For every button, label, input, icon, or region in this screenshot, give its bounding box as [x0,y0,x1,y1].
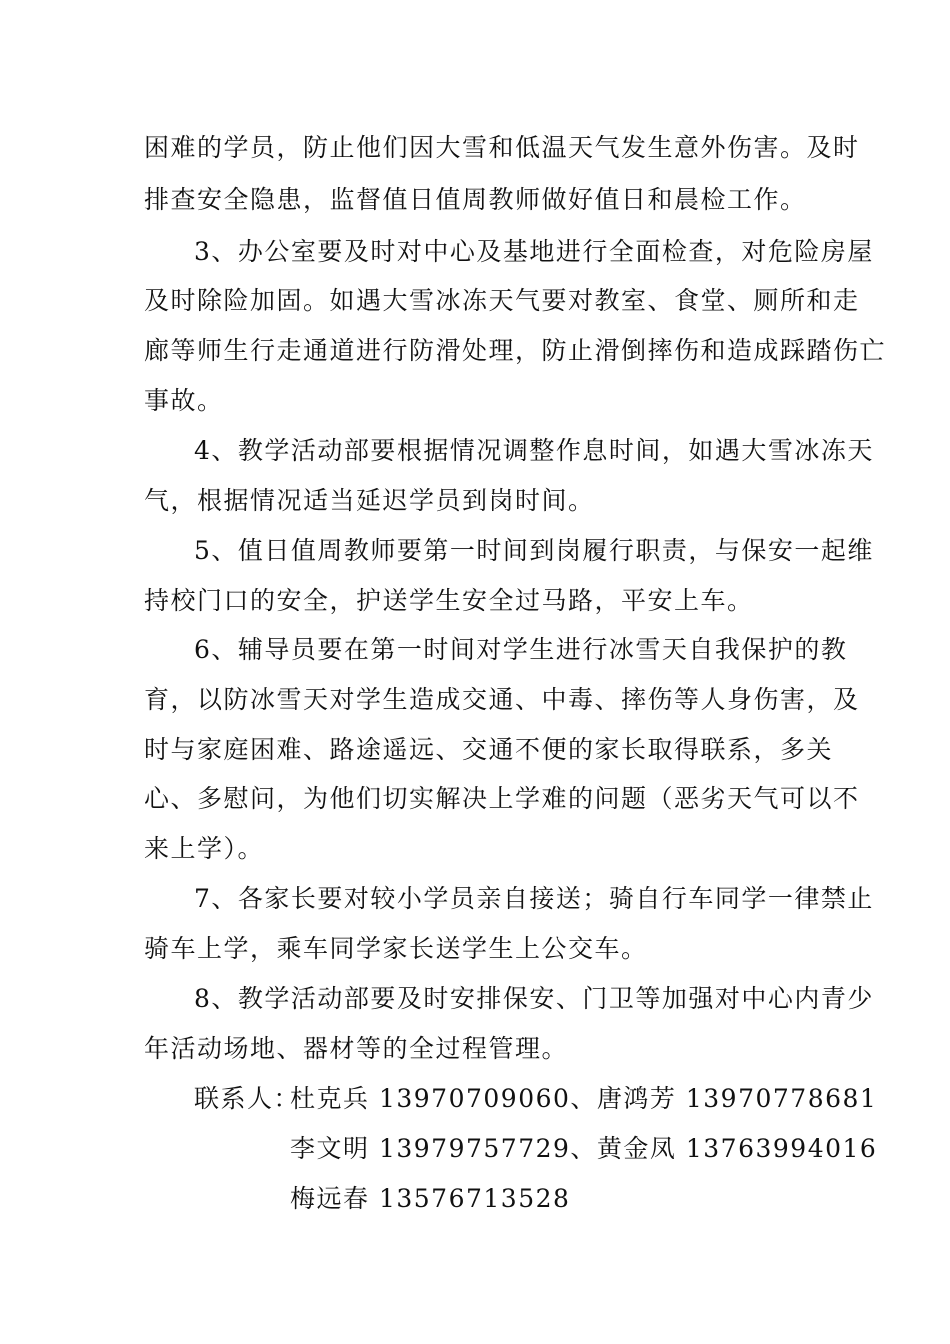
paragraph-line: 时与家庭困难、路途遥远、交通不便的家长取得联系，多关 [144,735,834,764]
paragraph-line: 4、教学活动部要根据情况调整作息时间，如遇大雪冰冻天 [194,436,874,465]
contact-line: 杜克兵 13970709060、唐鸿芳 13970778681 [290,1084,878,1113]
paragraph-line: 排查安全隐患，监督值日值周教师做好值日和晨检工作。 [144,185,807,214]
paragraph-line: 及时除险加固。如遇大雪冰冻天气要对教室、食堂、厕所和走 [144,286,860,315]
contacts-label: 联系人： [194,1084,301,1113]
paragraph-line: 心、多慰问，为他们切实解决上学难的问题（恶劣天气可以不 [144,784,860,813]
paragraph-line: 困难的学员，防止他们因大雪和低温天气发生意外伤害。及时 [144,133,860,162]
paragraph-line: 5、值日值周教师要第一时间到岗履行职责，与保安一起维 [194,536,874,565]
contact-line: 李文明 13979757729、黄金凤 13763994016 [290,1134,878,1163]
paragraph-line: 3、办公室要及时对中心及基地进行全面检查，对危险房屋 [194,237,874,266]
paragraph-line: 7、各家长要对较小学员亲自接送；骑自行车同学一律禁止 [194,884,874,913]
paragraph-line: 8、教学活动部要及时安排保安、门卫等加强对中心内青少 [194,984,874,1013]
contact-line: 梅远春 13576713528 [290,1184,571,1213]
paragraph-line: 6、辅导员要在第一时间对学生进行冰雪天自我保护的教 [194,635,848,664]
paragraph-line: 廊等师生行走通道进行防滑处理，防止滑倒摔伤和造成踩踏伤亡 [144,336,887,365]
paragraph-line: 持校门口的安全，护送学生安全过马路，平安上车。 [144,586,754,615]
paragraph-line: 年活动场地、器材等的全过程管理。 [144,1034,569,1063]
paragraph-line: 来上学）。 [144,834,265,863]
paragraph-line: 事故。 [144,386,224,415]
paragraph-line: 育，以防冰雪天对学生造成交通、中毒、摔伤等人身伤害，及 [144,685,860,714]
paragraph-line: 气，根据情况适当延迟学员到岗时间。 [144,486,595,515]
paragraph-line: 骑车上学，乘车同学家长送学生上公交车。 [144,934,648,963]
